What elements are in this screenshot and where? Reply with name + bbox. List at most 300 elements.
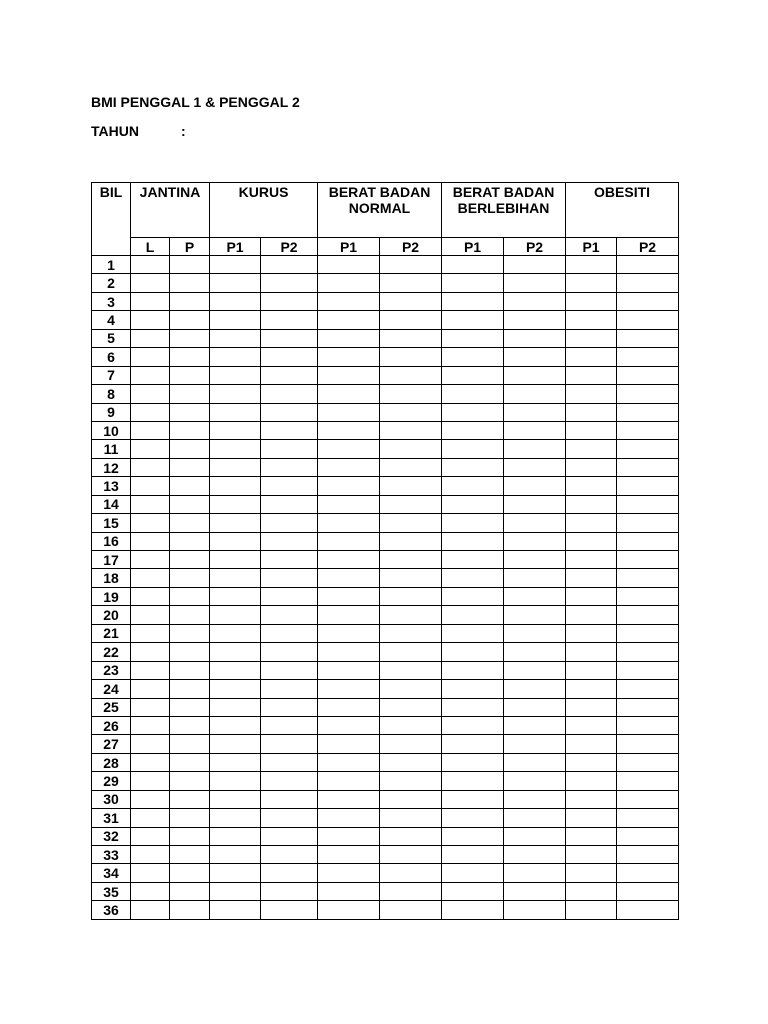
entry-cell[interactable] [617,366,679,384]
entry-cell[interactable] [210,864,261,882]
entry-cell[interactable] [442,680,504,698]
entry-cell[interactable] [318,901,380,919]
entry-cell[interactable] [210,366,261,384]
entry-cell[interactable] [504,716,566,734]
entry-cell[interactable] [170,772,210,790]
entry-cell[interactable] [210,624,261,642]
entry-cell[interactable] [131,846,170,864]
entry-cell[interactable] [170,846,210,864]
entry-cell[interactable] [380,329,442,347]
entry-cell[interactable] [566,329,617,347]
entry-cell[interactable] [131,292,170,310]
entry-cell[interactable] [380,403,442,421]
entry-cell[interactable] [566,882,617,900]
entry-cell[interactable] [380,624,442,642]
entry-cell[interactable] [170,587,210,605]
entry-cell[interactable] [318,624,380,642]
entry-cell[interactable] [210,827,261,845]
entry-cell[interactable] [566,569,617,587]
entry-cell[interactable] [131,569,170,587]
entry-cell[interactable] [380,366,442,384]
entry-cell[interactable] [566,514,617,532]
entry-cell[interactable] [210,551,261,569]
entry-cell[interactable] [261,882,318,900]
entry-cell[interactable] [318,643,380,661]
entry-cell[interactable] [617,551,679,569]
entry-cell[interactable] [170,366,210,384]
entry-cell[interactable] [210,680,261,698]
entry-cell[interactable] [131,311,170,329]
entry-cell[interactable] [442,421,504,439]
entry-cell[interactable] [504,643,566,661]
entry-cell[interactable] [504,311,566,329]
entry-cell[interactable] [318,366,380,384]
entry-cell[interactable] [442,385,504,403]
entry-cell[interactable] [131,348,170,366]
entry-cell[interactable] [504,624,566,642]
entry-cell[interactable] [566,366,617,384]
entry-cell[interactable] [210,772,261,790]
entry-cell[interactable] [504,477,566,495]
entry-cell[interactable] [617,348,679,366]
entry-cell[interactable] [131,440,170,458]
entry-cell[interactable] [504,551,566,569]
entry-cell[interactable] [504,882,566,900]
entry-cell[interactable] [170,624,210,642]
entry-cell[interactable] [442,790,504,808]
entry-cell[interactable] [617,864,679,882]
entry-cell[interactable] [210,882,261,900]
entry-cell[interactable] [170,403,210,421]
entry-cell[interactable] [261,348,318,366]
entry-cell[interactable] [318,477,380,495]
entry-cell[interactable] [380,790,442,808]
entry-cell[interactable] [617,772,679,790]
entry-cell[interactable] [131,532,170,550]
entry-cell[interactable] [617,495,679,513]
entry-cell[interactable] [170,495,210,513]
entry-cell[interactable] [131,790,170,808]
entry-cell[interactable] [131,624,170,642]
entry-cell[interactable] [504,587,566,605]
entry-cell[interactable] [566,458,617,476]
entry-cell[interactable] [170,827,210,845]
entry-cell[interactable] [566,661,617,679]
entry-cell[interactable] [504,256,566,274]
entry-cell[interactable] [442,477,504,495]
entry-cell[interactable] [210,809,261,827]
entry-cell[interactable] [442,348,504,366]
entry-cell[interactable] [617,403,679,421]
entry-cell[interactable] [442,569,504,587]
entry-cell[interactable] [566,587,617,605]
entry-cell[interactable] [504,753,566,771]
entry-cell[interactable] [210,495,261,513]
entry-cell[interactable] [442,514,504,532]
entry-cell[interactable] [504,827,566,845]
entry-cell[interactable] [617,716,679,734]
entry-cell[interactable] [566,256,617,274]
entry-cell[interactable] [261,772,318,790]
entry-cell[interactable] [170,329,210,347]
entry-cell[interactable] [566,311,617,329]
entry-cell[interactable] [617,882,679,900]
entry-cell[interactable] [566,440,617,458]
entry-cell[interactable] [261,790,318,808]
entry-cell[interactable] [261,661,318,679]
entry-cell[interactable] [566,477,617,495]
entry-cell[interactable] [131,551,170,569]
entry-cell[interactable] [261,514,318,532]
entry-cell[interactable] [170,458,210,476]
entry-cell[interactable] [261,532,318,550]
entry-cell[interactable] [318,606,380,624]
entry-cell[interactable] [210,458,261,476]
entry-cell[interactable] [566,846,617,864]
entry-cell[interactable] [318,790,380,808]
entry-cell[interactable] [131,864,170,882]
entry-cell[interactable] [210,403,261,421]
entry-cell[interactable] [380,440,442,458]
entry-cell[interactable] [170,421,210,439]
entry-cell[interactable] [318,882,380,900]
entry-cell[interactable] [170,292,210,310]
entry-cell[interactable] [318,587,380,605]
entry-cell[interactable] [442,624,504,642]
entry-cell[interactable] [318,680,380,698]
entry-cell[interactable] [504,680,566,698]
entry-cell[interactable] [318,495,380,513]
entry-cell[interactable] [442,440,504,458]
entry-cell[interactable] [380,698,442,716]
entry-cell[interactable] [566,532,617,550]
entry-cell[interactable] [210,348,261,366]
entry-cell[interactable] [566,790,617,808]
entry-cell[interactable] [170,790,210,808]
entry-cell[interactable] [318,661,380,679]
entry-cell[interactable] [617,698,679,716]
entry-cell[interactable] [380,348,442,366]
entry-cell[interactable] [566,827,617,845]
entry-cell[interactable] [380,292,442,310]
entry-cell[interactable] [504,403,566,421]
entry-cell[interactable] [318,329,380,347]
entry-cell[interactable] [504,532,566,550]
entry-cell[interactable] [170,753,210,771]
entry-cell[interactable] [170,735,210,753]
entry-cell[interactable] [380,643,442,661]
entry-cell[interactable] [318,292,380,310]
entry-cell[interactable] [442,698,504,716]
entry-cell[interactable] [170,311,210,329]
entry-cell[interactable] [566,901,617,919]
entry-cell[interactable] [566,274,617,292]
entry-cell[interactable] [170,882,210,900]
entry-cell[interactable] [210,440,261,458]
entry-cell[interactable] [566,495,617,513]
entry-cell[interactable] [131,495,170,513]
entry-cell[interactable] [210,846,261,864]
entry-cell[interactable] [442,274,504,292]
entry-cell[interactable] [318,458,380,476]
entry-cell[interactable] [131,643,170,661]
entry-cell[interactable] [566,385,617,403]
entry-cell[interactable] [566,809,617,827]
entry-cell[interactable] [566,292,617,310]
entry-cell[interactable] [504,864,566,882]
entry-cell[interactable] [566,716,617,734]
entry-cell[interactable] [131,753,170,771]
entry-cell[interactable] [442,403,504,421]
entry-cell[interactable] [442,753,504,771]
entry-cell[interactable] [318,827,380,845]
entry-cell[interactable] [617,846,679,864]
entry-cell[interactable] [170,680,210,698]
entry-cell[interactable] [170,643,210,661]
entry-cell[interactable] [380,569,442,587]
entry-cell[interactable] [380,716,442,734]
entry-cell[interactable] [131,403,170,421]
entry-cell[interactable] [442,735,504,753]
entry-cell[interactable] [442,882,504,900]
entry-cell[interactable] [617,274,679,292]
entry-cell[interactable] [442,495,504,513]
entry-cell[interactable] [617,569,679,587]
entry-cell[interactable] [170,606,210,624]
entry-cell[interactable] [170,256,210,274]
entry-cell[interactable] [566,735,617,753]
entry-cell[interactable] [442,256,504,274]
entry-cell[interactable] [261,901,318,919]
entry-cell[interactable] [210,587,261,605]
entry-cell[interactable] [210,477,261,495]
entry-cell[interactable] [504,274,566,292]
entry-cell[interactable] [210,661,261,679]
entry-cell[interactable] [318,348,380,366]
entry-cell[interactable] [617,827,679,845]
entry-cell[interactable] [566,551,617,569]
entry-cell[interactable] [617,901,679,919]
entry-cell[interactable] [617,292,679,310]
entry-cell[interactable] [170,551,210,569]
entry-cell[interactable] [261,329,318,347]
entry-cell[interactable] [380,274,442,292]
entry-cell[interactable] [504,348,566,366]
entry-cell[interactable] [380,882,442,900]
entry-cell[interactable] [170,569,210,587]
entry-cell[interactable] [170,809,210,827]
entry-cell[interactable] [131,274,170,292]
entry-cell[interactable] [261,477,318,495]
entry-cell[interactable] [380,901,442,919]
entry-cell[interactable] [131,458,170,476]
entry-cell[interactable] [210,698,261,716]
entry-cell[interactable] [380,256,442,274]
entry-cell[interactable] [442,587,504,605]
entry-cell[interactable] [210,606,261,624]
entry-cell[interactable] [380,753,442,771]
entry-cell[interactable] [617,514,679,532]
entry-cell[interactable] [210,716,261,734]
entry-cell[interactable] [131,772,170,790]
entry-cell[interactable] [261,698,318,716]
entry-cell[interactable] [442,864,504,882]
entry-cell[interactable] [318,440,380,458]
entry-cell[interactable] [566,624,617,642]
entry-cell[interactable] [210,311,261,329]
entry-cell[interactable] [318,809,380,827]
entry-cell[interactable] [131,809,170,827]
entry-cell[interactable] [261,292,318,310]
entry-cell[interactable] [318,551,380,569]
entry-cell[interactable] [380,606,442,624]
entry-cell[interactable] [380,477,442,495]
entry-cell[interactable] [170,274,210,292]
entry-cell[interactable] [617,790,679,808]
entry-cell[interactable] [617,606,679,624]
entry-cell[interactable] [318,311,380,329]
entry-cell[interactable] [318,274,380,292]
entry-cell[interactable] [170,348,210,366]
entry-cell[interactable] [380,311,442,329]
entry-cell[interactable] [261,495,318,513]
entry-cell[interactable] [131,735,170,753]
entry-cell[interactable] [131,514,170,532]
entry-cell[interactable] [261,587,318,605]
entry-cell[interactable] [442,772,504,790]
entry-cell[interactable] [504,735,566,753]
entry-cell[interactable] [210,569,261,587]
entry-cell[interactable] [210,256,261,274]
entry-cell[interactable] [617,458,679,476]
entry-cell[interactable] [442,661,504,679]
entry-cell[interactable] [380,514,442,532]
entry-cell[interactable] [318,514,380,532]
entry-cell[interactable] [442,366,504,384]
entry-cell[interactable] [210,790,261,808]
entry-cell[interactable] [210,274,261,292]
entry-cell[interactable] [566,403,617,421]
entry-cell[interactable] [131,661,170,679]
entry-cell[interactable] [318,753,380,771]
entry-cell[interactable] [504,772,566,790]
entry-cell[interactable] [261,403,318,421]
entry-cell[interactable] [131,606,170,624]
entry-cell[interactable] [566,680,617,698]
entry-cell[interactable] [566,421,617,439]
entry-cell[interactable] [442,901,504,919]
entry-cell[interactable] [318,698,380,716]
entry-cell[interactable] [442,827,504,845]
entry-cell[interactable] [617,329,679,347]
entry-cell[interactable] [210,901,261,919]
entry-cell[interactable] [442,532,504,550]
entry-cell[interactable] [380,772,442,790]
entry-cell[interactable] [170,901,210,919]
entry-cell[interactable] [261,366,318,384]
entry-cell[interactable] [617,385,679,403]
entry-cell[interactable] [131,366,170,384]
entry-cell[interactable] [261,551,318,569]
entry-cell[interactable] [380,551,442,569]
entry-cell[interactable] [617,532,679,550]
entry-cell[interactable] [170,385,210,403]
entry-cell[interactable] [442,551,504,569]
entry-cell[interactable] [261,311,318,329]
entry-cell[interactable] [504,292,566,310]
entry-cell[interactable] [170,532,210,550]
entry-cell[interactable] [504,809,566,827]
entry-cell[interactable] [210,643,261,661]
entry-cell[interactable] [170,477,210,495]
entry-cell[interactable] [318,403,380,421]
entry-cell[interactable] [170,864,210,882]
entry-cell[interactable] [318,864,380,882]
entry-cell[interactable] [504,790,566,808]
entry-cell[interactable] [442,716,504,734]
entry-cell[interactable] [131,385,170,403]
entry-cell[interactable] [210,753,261,771]
entry-cell[interactable] [504,495,566,513]
entry-cell[interactable] [380,661,442,679]
entry-cell[interactable] [380,846,442,864]
entry-cell[interactable] [170,440,210,458]
entry-cell[interactable] [504,569,566,587]
entry-cell[interactable] [504,846,566,864]
entry-cell[interactable] [318,735,380,753]
entry-cell[interactable] [131,882,170,900]
entry-cell[interactable] [261,569,318,587]
entry-cell[interactable] [261,606,318,624]
entry-cell[interactable] [617,256,679,274]
entry-cell[interactable] [617,753,679,771]
entry-cell[interactable] [442,458,504,476]
entry-cell[interactable] [617,661,679,679]
entry-cell[interactable] [318,532,380,550]
entry-cell[interactable] [442,329,504,347]
entry-cell[interactable] [318,772,380,790]
entry-cell[interactable] [261,680,318,698]
entry-cell[interactable] [617,440,679,458]
entry-cell[interactable] [617,421,679,439]
entry-cell[interactable] [380,421,442,439]
entry-cell[interactable] [380,532,442,550]
entry-cell[interactable] [566,606,617,624]
entry-cell[interactable] [617,680,679,698]
entry-cell[interactable] [261,846,318,864]
entry-cell[interactable] [380,680,442,698]
entry-cell[interactable] [380,458,442,476]
entry-cell[interactable] [318,385,380,403]
entry-cell[interactable] [617,624,679,642]
entry-cell[interactable] [566,698,617,716]
entry-cell[interactable] [170,698,210,716]
entry-cell[interactable] [380,809,442,827]
entry-cell[interactable] [210,421,261,439]
entry-cell[interactable] [504,661,566,679]
entry-cell[interactable] [210,292,261,310]
entry-cell[interactable] [261,809,318,827]
entry-cell[interactable] [261,864,318,882]
entry-cell[interactable] [210,735,261,753]
entry-cell[interactable] [318,569,380,587]
entry-cell[interactable] [617,587,679,605]
entry-cell[interactable] [261,624,318,642]
entry-cell[interactable] [566,772,617,790]
entry-cell[interactable] [131,698,170,716]
entry-cell[interactable] [504,901,566,919]
entry-cell[interactable] [617,809,679,827]
